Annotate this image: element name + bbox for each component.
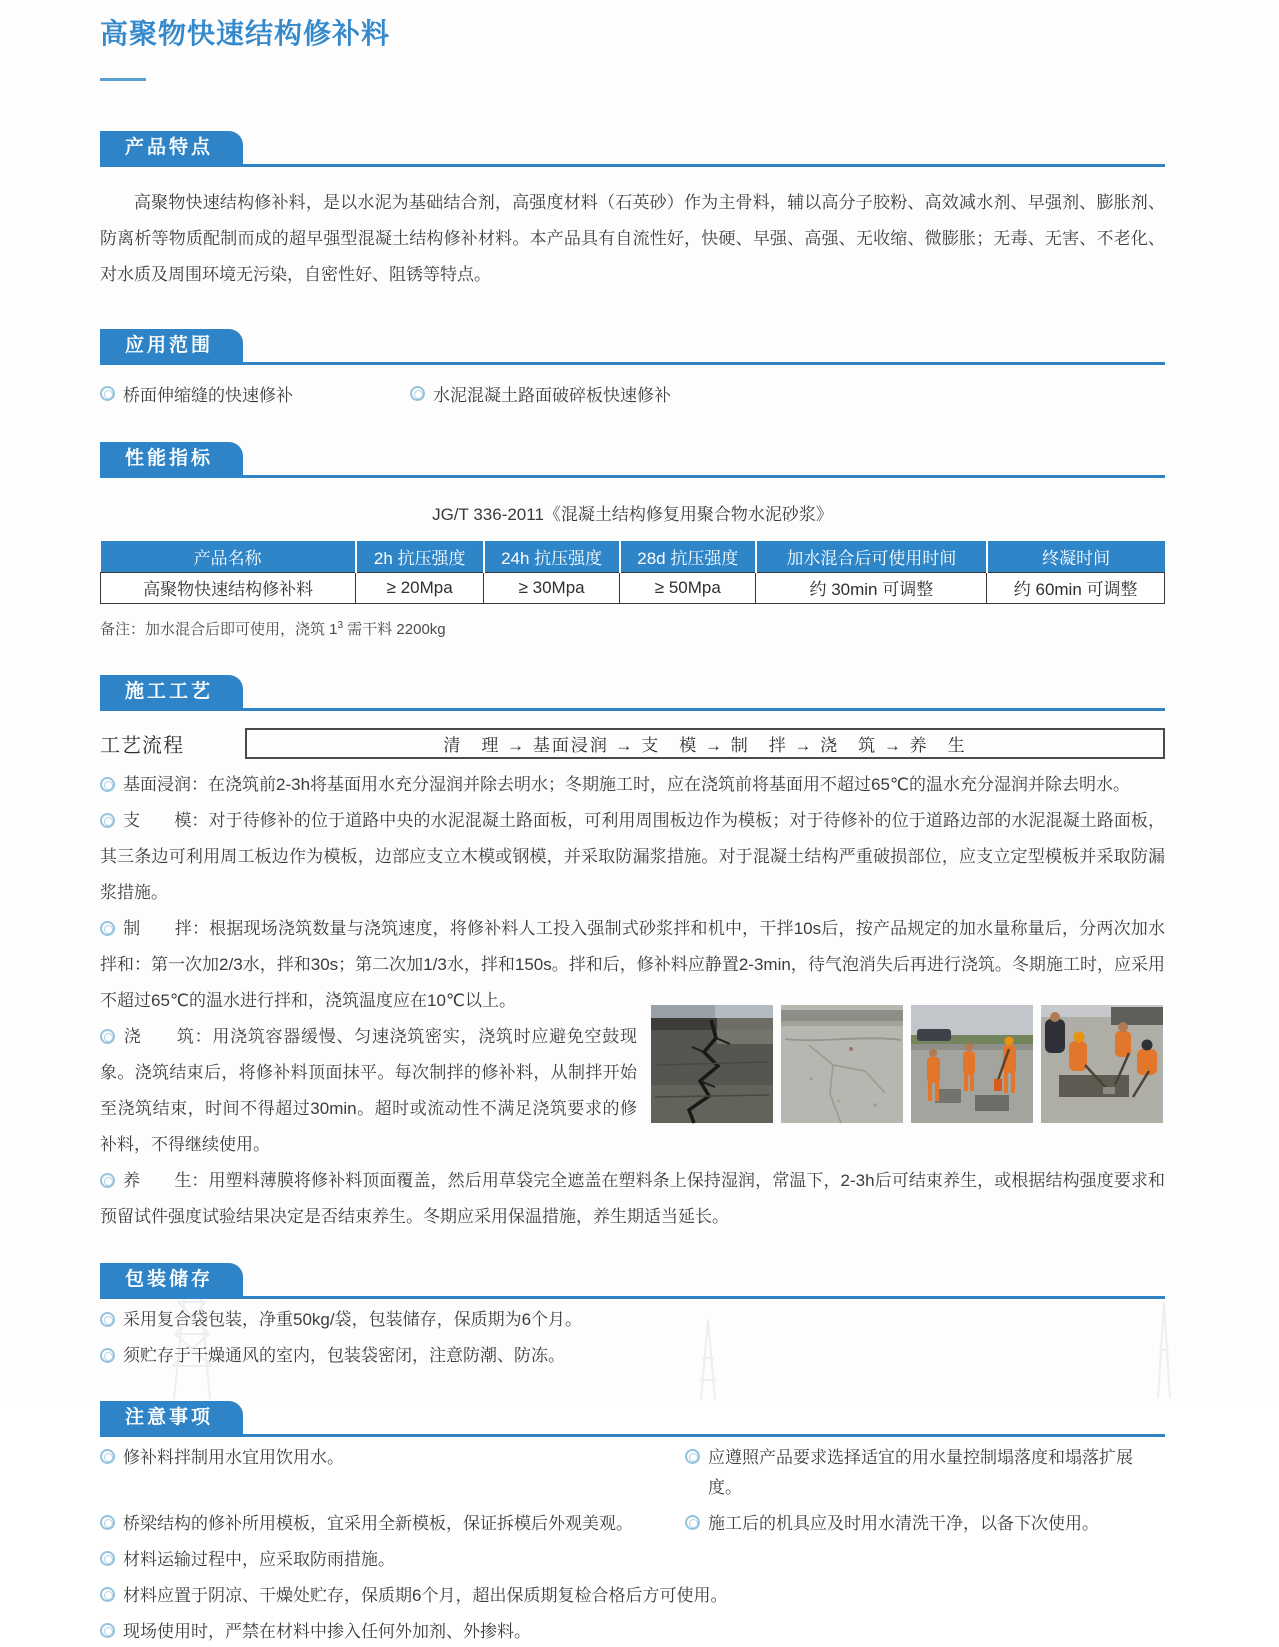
note-item xyxy=(100,1581,727,1611)
note-text: 应遵照产品要求选择适宜的用水量控制塌落度和塌落扩展度。 xyxy=(708,1447,1133,1497)
ring-bullet-icon xyxy=(100,1551,115,1566)
cell-2h-strength: ≥ 20Mpa xyxy=(356,572,484,603)
section-tab-packaging: 包装储存 xyxy=(100,1263,243,1296)
construction-steps xyxy=(100,767,1165,1235)
process-flow-row xyxy=(100,728,1165,759)
footnote-text: 需干料 2200kg xyxy=(343,620,446,638)
col-header: 产品名称 xyxy=(101,541,356,572)
cell-usable-time: 约 30min 可调整 xyxy=(756,572,987,603)
title-underline-dash xyxy=(100,78,146,81)
ring-bullet-icon xyxy=(100,386,115,401)
table-footnote xyxy=(100,618,1165,639)
ring-bullet-icon xyxy=(100,813,115,828)
page-title: 高聚物快速结构修补料 xyxy=(100,18,391,49)
step-formwork xyxy=(100,803,1165,911)
photo-dark-cracked-pavement xyxy=(651,1005,773,1123)
photo-road-repair-crew xyxy=(911,1005,1033,1123)
notes-row xyxy=(100,1443,1165,1503)
ring-bullet-icon xyxy=(100,1312,115,1327)
note-text: 修补料拌制用水宜用饮用水。 xyxy=(123,1447,344,1467)
step-mixing xyxy=(100,911,1165,1019)
note-item xyxy=(685,1509,1165,1539)
note-item xyxy=(100,1443,685,1503)
application-item xyxy=(100,381,410,406)
packaging-text: 须贮存于干燥通风的室内，包装袋密闭，注意防潮、防冻。 xyxy=(123,1345,565,1365)
section-head-applications xyxy=(100,329,1165,365)
ring-bullet-icon xyxy=(100,1173,115,1188)
footnote-text: 备注：加水混合后即可使用，浇筑 1 xyxy=(100,620,338,638)
step-text: 养 生：用塑料薄膜将修补料顶面覆盖，然后用草袋完全遮盖在塑料条上保持湿润，常温下，2-3h后可结束养生，或根据结构强度要求和预留试件强度试验结果决定是否结束养生。冬期应采用保温措施，养生期适当延长。 xyxy=(100,1170,1165,1226)
note-text: 现场使用时，严禁在材料中掺入任何外加剂、外掺料。 xyxy=(123,1621,531,1641)
section-tab-applications: 应用范围 xyxy=(100,329,243,362)
ring-bullet-icon xyxy=(100,1449,115,1464)
features-paragraph: 高聚物快速结构修补料，是以水泥为基础结合剂，高强度材料（石英砂）作为主骨料，辅以高分子胶粉、高效减水剂、早强剂、膨胀剂、防离析等物质配制而成的超早强型混凝土结构修补材料。本产品具有自流性好，快硬、早强、高强、无收缩、微膨胀；无毒、无害、不老化、对水质及周围环境无污染，自密性好、阻锈等特点。 xyxy=(100,193,1165,284)
ring-bullet-icon xyxy=(100,777,115,792)
ring-bullet-icon xyxy=(685,1449,700,1464)
note-text: 桥梁结构的修补所用模板，宜采用全新模板，保证拆模后外观美观。 xyxy=(123,1513,633,1533)
photo-crew-placing-mortar xyxy=(1041,1005,1163,1123)
packaging-text: 采用复合袋包装，净重50kg/袋，包装储存，保质期为6个月。 xyxy=(123,1309,583,1329)
note-item xyxy=(100,1617,531,1647)
applications-list xyxy=(100,381,1165,406)
section-tab-features: 产品特点 xyxy=(100,131,243,164)
note-text: 施工后的机具应及时用水清洗干净，以备下次使用。 xyxy=(708,1513,1099,1533)
step-curing xyxy=(100,1163,1165,1235)
application-item xyxy=(410,381,671,406)
photo-cracked-concrete-slab xyxy=(781,1005,903,1123)
col-header: 终凝时间 xyxy=(987,541,1165,572)
site-photo-strip xyxy=(651,1005,1165,1123)
packaging-item xyxy=(100,1305,1165,1335)
ring-bullet-icon xyxy=(410,386,425,401)
step-text: 基面浸润：在浇筑前2-3h将基面用水充分湿润并除去明水；冬期施工时，应在浇筑前将基面用不超过65℃的温水充分湿润并除去明水。 xyxy=(123,774,1131,794)
section-head-construction xyxy=(100,675,1165,711)
cell-24h-strength: ≥ 30Mpa xyxy=(484,572,620,603)
section-tab-performance: 性能指标 xyxy=(100,442,243,475)
notes-row xyxy=(100,1617,1165,1647)
ring-bullet-icon xyxy=(100,921,115,936)
section-head-notes xyxy=(100,1401,1165,1437)
step-text: 支 模：对于待修补的位于道路中央的水泥混凝土路面板，可利用周围板边作为模板；对于待修补的位于道路边部的水泥混凝土路面板，其三条边可利用周工板边作为模板，边部应支立木模或钢模，并采取防漏浆措施。对于混凝土结构严重破损部位，应支立定型模板并采取防漏浆措施。 xyxy=(100,810,1165,902)
notes-row xyxy=(100,1509,1165,1539)
flow-label: 工艺流程 xyxy=(100,734,184,757)
application-label: 水泥混凝土路面破碎板快速修补 xyxy=(433,386,671,405)
ring-bullet-icon xyxy=(685,1515,700,1530)
note-item xyxy=(100,1545,395,1575)
note-text: 材料运输过程中，应采取防雨措施。 xyxy=(123,1549,395,1569)
section-tab-construction: 施工工艺 xyxy=(100,675,243,708)
notes-row xyxy=(100,1545,1165,1575)
step-text: 制 拌：根据现场浇筑数量与浇筑速度，将修补料人工投入强制式砂浆拌和机中，干拌10s后，按产品规定的加水量称量后，分两次加水拌和：第一次加2/3水，拌和30s；第二次加1/3水，拌和150s。拌和后，修补料应静置2-3min，待气泡消失后再进行浇筑。冬期施工时，应采用不超过65℃的温水进行拌和，浇筑温度应在10℃以上。 xyxy=(100,918,1165,1010)
section-head-packaging xyxy=(100,1263,1165,1299)
cell-final-set-time: 约 60min 可调整 xyxy=(987,572,1165,603)
cell-28d-strength: ≥ 50Mpa xyxy=(620,572,756,603)
ring-bullet-icon xyxy=(100,1587,115,1602)
section-head-performance xyxy=(100,442,1165,478)
note-item xyxy=(685,1443,1165,1503)
section-tab-notes: 注意事项 xyxy=(100,1401,243,1434)
performance-table xyxy=(100,541,1165,604)
ring-bullet-icon xyxy=(100,1029,115,1044)
col-header: 2h 抗压强度 xyxy=(356,541,484,572)
table-row xyxy=(101,572,1165,603)
footnote-superscript: 3 xyxy=(337,619,344,631)
packaging-item xyxy=(100,1341,1165,1371)
notes-row xyxy=(100,1581,1165,1611)
standard-reference: JG/T 336-2011《混凝土结构修复用聚合物水泥砂浆》 xyxy=(432,505,833,524)
note-item xyxy=(100,1509,685,1539)
col-header: 28d 抗压强度 xyxy=(620,541,756,572)
section-head-features xyxy=(100,131,1165,167)
ring-bullet-icon xyxy=(100,1348,115,1363)
flow-diagram-box: 清 理 → 基面浸润 → 支 模 → 制 拌 → 浇 筑 → 养 生 xyxy=(245,728,1165,759)
col-header: 24h 抗压强度 xyxy=(484,541,620,572)
application-label: 桥面伸缩缝的快速修补 xyxy=(123,386,293,405)
step-text: 浇 筑：用浇筑容器缓慢、匀速浇筑密实，浇筑时应避免空鼓现象。浇筑结束后，将修补料顶面抹平。每次制拌的修补料，从制拌开始至浇筑结束，时间不得超过30min。超时或流动性不满足浇筑要求的修补料，不得继续使用。 xyxy=(100,1026,637,1154)
table-header-row xyxy=(101,541,1165,572)
note-text: 材料应置于阴凉、干燥处贮存，保质期6个月，超出保质期复检合格后方可使用。 xyxy=(123,1585,728,1605)
ring-bullet-icon xyxy=(100,1515,115,1530)
cell-product-name: 高聚物快速结构修补料 xyxy=(101,572,356,603)
step-base-wetting xyxy=(100,767,1165,803)
col-header: 加水混合后可使用时间 xyxy=(756,541,987,572)
ring-bullet-icon xyxy=(100,1623,115,1638)
